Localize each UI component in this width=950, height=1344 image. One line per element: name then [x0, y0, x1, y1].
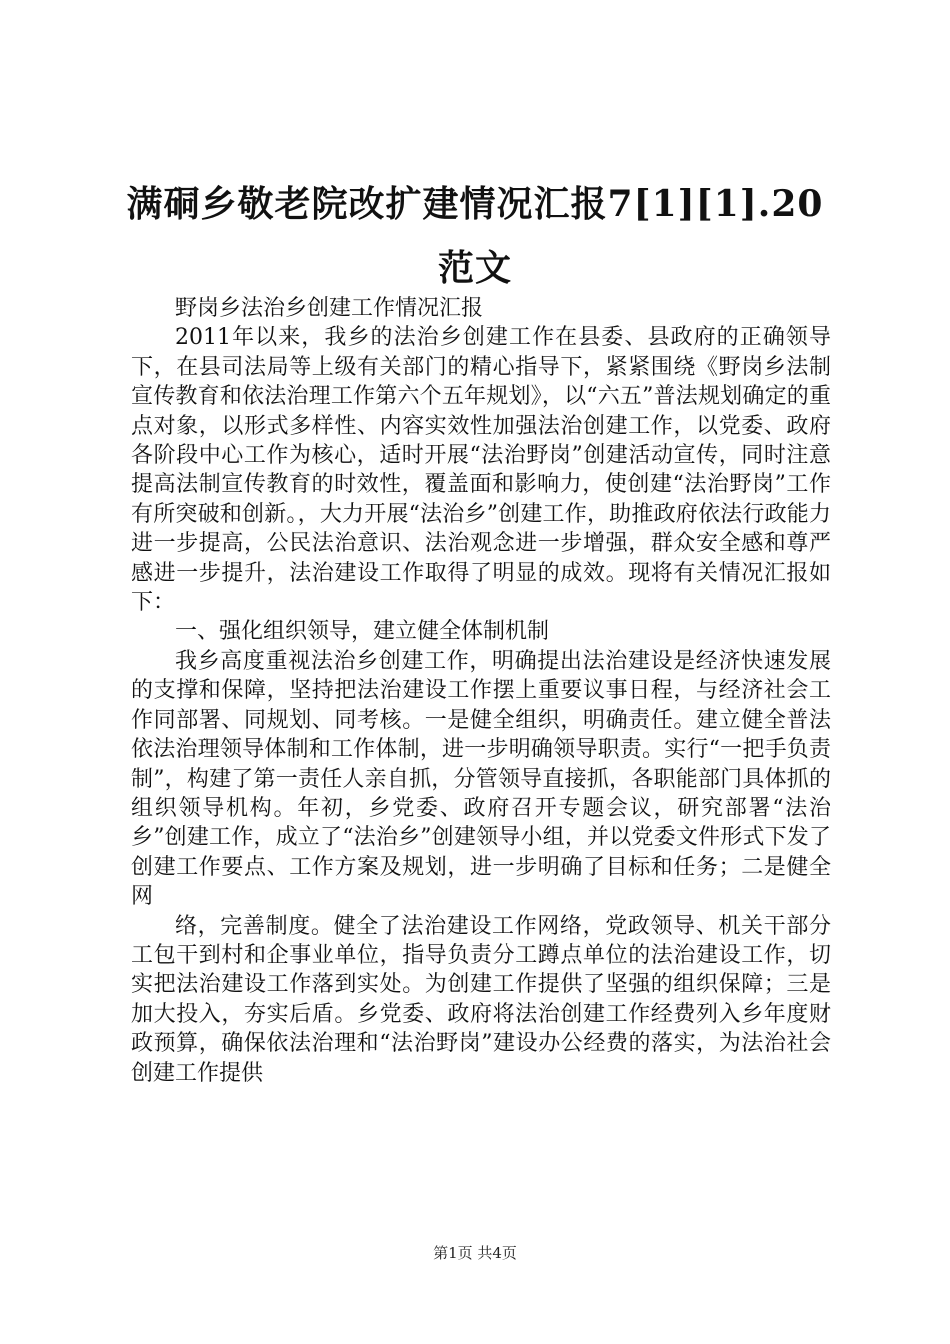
paragraph-subtitle: 野岗乡法治乡创建工作情况汇报 [175, 296, 484, 321]
document-body [131, 294, 831, 1088]
page-number-footer: 第1页 共4页 [433, 1244, 517, 1262]
paragraph-intro: 2011年以来，我乡的法治乡创建工作在县委、县政府的正确领导下，在县司法局等上级有关部门的精心指导下，紧紧围绕《野岗乡法制宣传教育和依法治理工作第六个五年规划》，以“六五”普法规划确定的重点对象，以形式多样性、内容实效性加强法治创建工作，以党委、政府各阶段中心工作为核心，适时开展“法治野岗”创建活动宣传，同时注意提高法制宣传教育的时效性，覆盖面和影响力，使创建“法治野岗”工作有所突破和创新。，大力开展“法治乡”创建工作，助推政府依法行政能力进一步提高，公民法治意识、法治观念进一步增强，群众安全感和尊严感进一步提升，法治建设工作取得了明显的成效。现将有关情况汇报如下： [131, 325, 831, 616]
section-heading-1: 一、强化组织领导，建立健全体制机制 [175, 619, 550, 645]
document-title: 满硐乡敬老院改扩建情况汇报7[1][1].20范文 [126, 183, 824, 289]
paragraph-section-1: 我乡高度重视法治乡创建工作，明确提出法治建设是经济快速发展的支撑和保障，坚持把法治建设工作摆上重要议事日程，与经济社会工作同部署、同规划、同考核。一是健全组织，明确责任。建立健全普法依法治理领导体制和工作体制，进一步明确领导职责。实行“一把手负责制”，构建了第一责任人亲自抓，分管领导直接抓，各职能部门具体抓的组织领导机构。年初，乡党委、政府召开专题会议，研究部署“法治乡”创建工作，成立了“法治乡”创建领导小组，并以党委文件形式下发了创建工作要点、工作方案及规划，进一步明确了目标和任务；二是健全网 [131, 648, 831, 910]
paragraph-section-1-continued: 络，完善制度。健全了法治建设工作网络，党政领导、机关干部分工包干到村和企事业单位，指导负责分工蹲点单位的法治建设工作，切实把法治建设工作落到实处。为创建工作提供了坚强的组织保障；三是加大投入，夯实后盾。乡党委、政府将法治创建工作经费列入乡年度财政预算，确保依法治理和“法治野岗”建设办公经费的落实，为法治社会创建工作提供 [131, 913, 831, 1086]
